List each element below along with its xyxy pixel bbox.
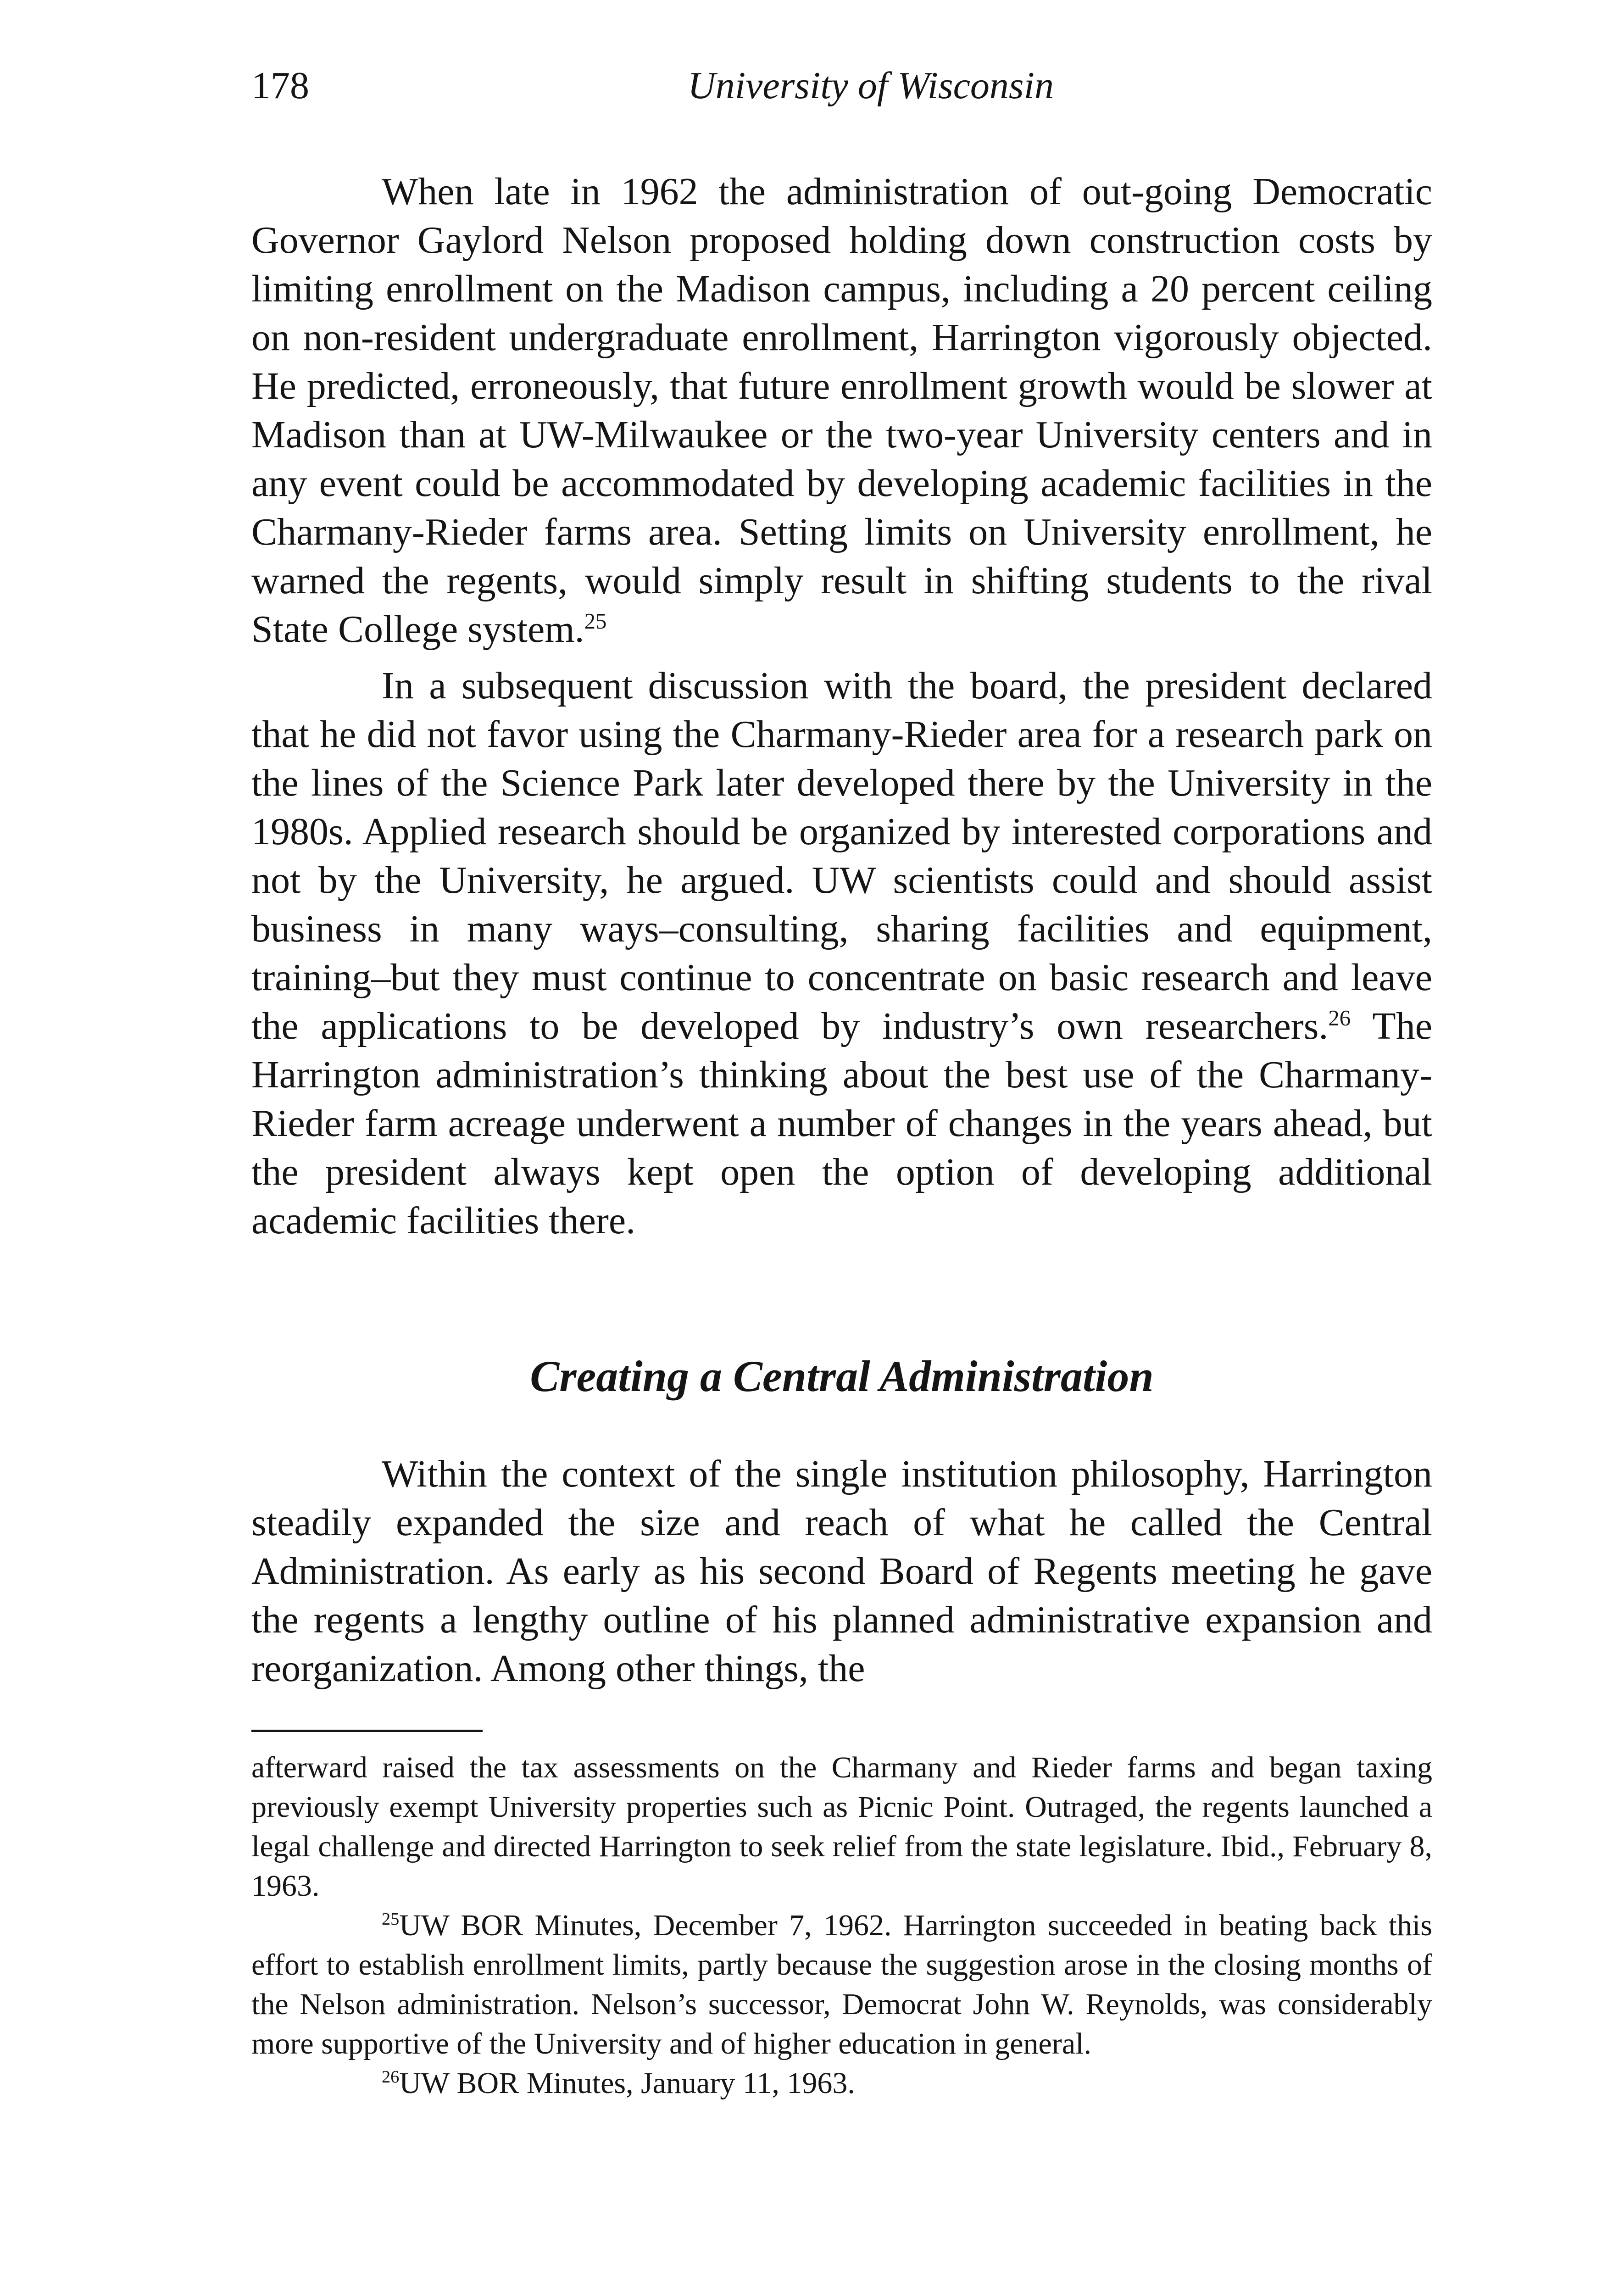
footnotes [251,1748,1432,2103]
running-head: University of Wisconsin [688,64,1054,107]
footnote-divider [251,1730,483,1732]
footnote-reference-25: 25 [584,609,607,634]
footnote-26 [251,2064,1432,2103]
body-paragraph-2 [251,662,1432,1245]
footnote-reference-26: 26 [1328,1006,1351,1030]
paragraph-text: When late in 1962 the administration of out-going Democratic Governor Gaylord Nelson proposed holding down construction costs by limiting enrollment on the Madison campus, including a 20 percent ceiling on non-resident undergraduate enrollment, Harrington vigorously objected. He predicted, erroneously, that future enrollment growth would be slower at Madison than at UW-Milwaukee or the two-year University centers and in any event could be accommodated by developing academic facilities in the Charmany-Rieder farms area. Setting limits on University enrollment, he warned the regents, would simply result in shifting students to the rival State College system. [251,170,1432,651]
paragraph-text: Within the context of the single institution philosophy, Harrington steadily expanded the size and reach of what he called the Central Administration. As early as his second Board of Regents meeting he gave the regents a lengthy outline of his planned administrative expansion and reorganization. Among other things, the [251,1453,1432,1690]
page-number: 178 [251,64,309,107]
footnote-text: afterward raised the tax assessments on the Charmany and Rieder farms and began taxing previously exempt University properties such as Picnic Point. Outraged, the regents launched a legal challenge and directed Harrington to seek relief from the state legislature. Ibid., February 8, 1963. [251,1751,1432,1903]
footnote-marker: 25 [382,1910,400,1929]
footnote-text: UW BOR Minutes, December 7, 1962. Harrington succeeded in beating back this effort to establish enrollment limits, partly because the suggestion arose in the closing months of the Nelson administration. Nelson’s successor, Democrat John W. Reynolds, was considerably more supportive of the University and of higher education in general. [251,1909,1432,2060]
body-paragraph-1 [251,167,1432,654]
body-paragraph-3 [251,1450,1432,1693]
footnote-text: UW BOR Minutes, January 11, 1963. [399,2066,855,2100]
page-header [251,61,1444,120]
footnote-continuation [251,1748,1432,1906]
paragraph-text-continued: The Harrington administration’s thinking about the best use of the Charmany-Rieder farm acreage underwent a number of changes in the years ahead, but the president always kept open the option of developing additional academic facilities there. [251,1005,1433,1242]
paragraph-text: In a subsequent discussion with the board, the president declared that he did not favor using the Charmany-Rieder area for a research park on the lines of the Science Park later developed there by the University in the 1980s. Applied research should be organized by interested corporations and not by the University, he argued. UW scientists could and should assist business in many ways–consulting, sharing facilities and equipment, training–but they must continue to concentrate on basic research and leave the applications to be developed by industry’s own researchers. [251,664,1432,1047]
footnote-marker: 26 [382,2067,400,2087]
footnote-25 [251,1906,1432,2064]
section-heading: Creating a Central Administration [530,1352,1154,1401]
